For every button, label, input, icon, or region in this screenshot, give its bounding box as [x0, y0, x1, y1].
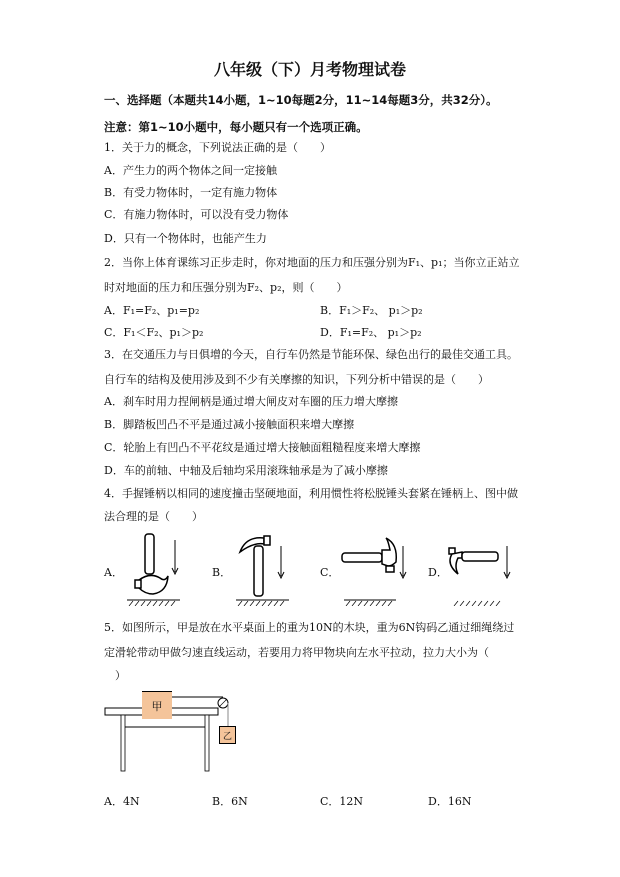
q3-option-a: A．刹车时用力捏闸柄是通过增大闸皮对车圈的压力增大摩擦 — [104, 395, 398, 408]
q4-option-a: A． — [104, 566, 123, 579]
q1-option-c: C．有施力物体时，可以没有受力物体 — [104, 208, 289, 221]
section-note: 注意：第1~10小题中，每小题只有一个选项正确。 — [104, 120, 368, 134]
q3-option-d: D．车的前轴、中轴及后轴均采用滚珠轴承是为了减小摩擦 — [104, 464, 388, 477]
q2-option-c: C．F₁＜F₂、p₁＞p₂ — [104, 326, 204, 339]
question-2-stem-cont: 时对地面的压力和压强分别为F₂、p₂，则（ ） — [104, 281, 348, 294]
q5-option-b: B．6N — [212, 795, 248, 808]
q5-option-c: C．12N — [320, 795, 364, 808]
page-title: 八年级（下）月考物理试卷 — [213, 60, 406, 79]
question-5-stem-cont: 定滑轮带动甲做匀速直线运动，若要用力将甲物块向左水平拉动，拉力大小为（ — [104, 646, 489, 659]
question-5-stem-end: ） — [104, 669, 126, 682]
hammer-figure-a — [125, 530, 185, 606]
q4-option-d: D． — [428, 566, 448, 579]
q3-option-c: C．轮胎上有凹凸不平花纹是通过增大接触面粗糙程度来增大摩擦 — [104, 441, 421, 454]
hammer-figure-b — [234, 530, 294, 606]
q5-option-d: D．16N — [428, 795, 472, 808]
question-4-stem-cont: 法合理的是（ ） — [104, 510, 203, 523]
question-4-stem: 4．手握锤柄以相同的速度撞击坚硬地面，利用惯性将松脱锤头套紧在锤柄上、图中做 — [104, 487, 518, 500]
question-3-stem-cont: 自行车的结构及使用涉及到不少有关摩擦的知识，下列分析中错误的是（ ） — [104, 373, 489, 386]
question-1-stem: 1．关于力的概念，下列说法正确的是（ ） — [104, 141, 331, 154]
hammer-figure-d — [446, 530, 518, 606]
q1-option-a: A．产生力的两个物体之间一定接触 — [104, 164, 277, 177]
q2-option-a: A．F₁=F₂、p₁=p₂ — [104, 304, 200, 317]
question-3-stem: 3．在交通压力与日俱增的今天，自行车仍然是节能环保、绿色出行的最佳交通工具。 — [104, 348, 518, 361]
hammer-figure-c — [338, 530, 410, 606]
q4-option-b: B． — [212, 566, 232, 579]
q3-option-b: B．脚踏板凹凸不平是通过减小接触面积来增大摩擦 — [104, 418, 355, 431]
pulley-figure — [104, 690, 234, 790]
question-2-stem: 2．当你上体育课练习正步走时，你对地面的压力和压强分别为F₁、p₁；当你立正站立 — [104, 256, 520, 269]
q2-option-b: B．F₁＞F₂、 p₁＞p₂ — [320, 304, 423, 317]
q5-option-a: A．4N — [104, 795, 140, 808]
q4-option-c: C． — [320, 566, 340, 579]
q2-option-d: D．F₁=F₂、 p₁＞p₂ — [320, 326, 422, 339]
block-jia: 甲 — [142, 691, 172, 719]
q1-option-d: D．只有一个物体时，也能产生力 — [104, 232, 267, 245]
question-5-stem: 5．如图所示，甲是放在水平桌面上的重为10N的木块，重为6N钩码乙通过细绳绕过 — [104, 621, 515, 634]
section-heading: 一、选择题（本题共14小题，1~10每题2分，11~14每题3分，共32分）。 — [104, 93, 498, 107]
q1-option-b: B．有受力物体时，一定有施力物体 — [104, 186, 278, 199]
block-yi: 乙 — [219, 726, 236, 744]
